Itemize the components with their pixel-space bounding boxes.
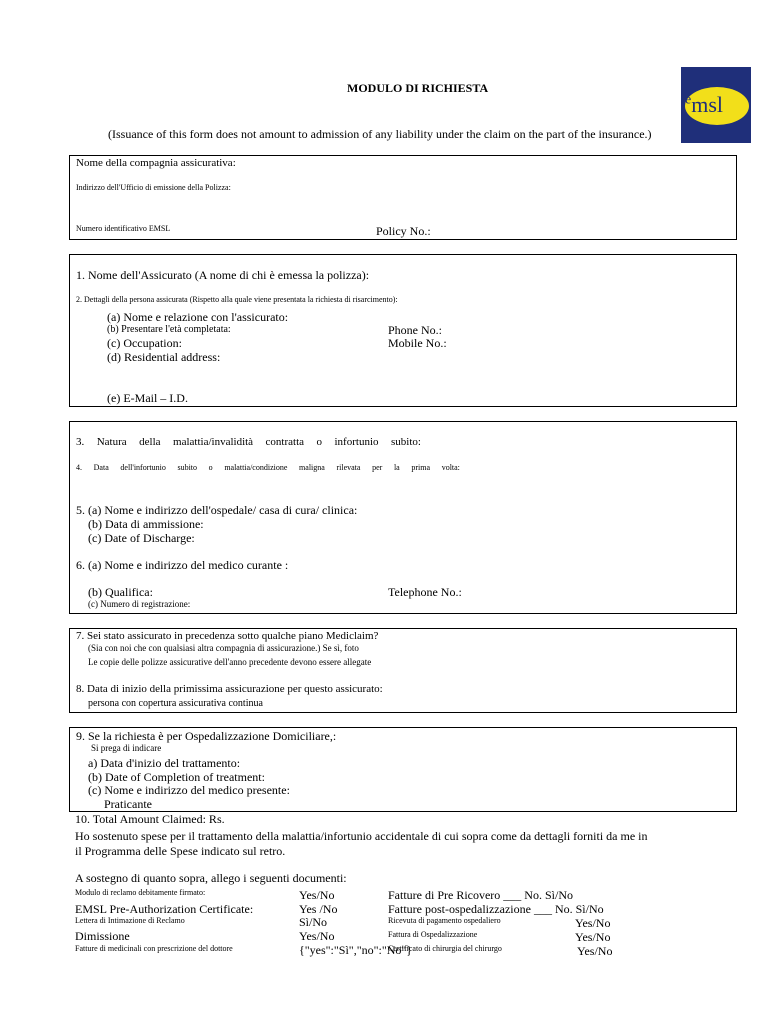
copies-label: Le copie delle polizze assicurative dell'anno precedente devono essere allegate — [88, 657, 372, 667]
hospital-label: 5. (a) Nome e indirizzo dell'ospedale/ casa di cura/ clinica: — [76, 503, 358, 517]
attached-docs-label: A sostegno di quanto sopra, allego i seguenti documenti: — [75, 871, 347, 885]
insured-details-label: 2. Dettagli della persona assicurata (Rispetto alla quale viene presentata la richiesta di risarcimento): — [76, 295, 398, 304]
qualification-label: (b) Qualifica: — [88, 585, 153, 599]
insured-name-label: 1. Nome dell'Assicurato (A nome di chi è emessa la polizza): — [76, 268, 370, 282]
doc-label: Dimissione — [75, 929, 130, 943]
company-label: Nome della compagnia assicurativa: — [76, 157, 236, 169]
mobile-label: Mobile No.: — [388, 336, 447, 350]
doc-right-label: Ricevuta di pagamento ospedaliero — [388, 916, 501, 925]
please-indicate-label: Si prega di indicare — [91, 743, 162, 753]
disclaimer: (Issuance of this form does not amount to admission of any liability under the claim on the part of the insurance.) — [108, 127, 652, 141]
doc-answer: Sì/No — [299, 915, 328, 929]
total-claimed-label: 10. Total Amount Claimed: Rs. — [75, 812, 225, 826]
doc-answer: Yes/No — [299, 929, 335, 943]
doctor-label: 6. (a) Nome e indirizzo del medico curante : — [76, 558, 289, 572]
doc-label: EMSL Pre-Authorization Certificate: — [75, 902, 254, 916]
expenses-line-2: il Programma delle Spese indicato sul retro. — [75, 844, 286, 858]
doc-right-answer: Yes/No — [575, 930, 611, 944]
doc-right-label: Certificato di chirurgia del chirurgo — [388, 944, 502, 953]
emsl-id-label: Numero identificativo EMSL — [76, 224, 171, 233]
policy-no-label: Policy No.: — [376, 224, 431, 238]
doc-right-answer: Yes/No — [577, 944, 613, 958]
other-company-label: (Sia con noi che con qualsiasi altra compagnia di assicurazione.) Se sì, foto — [88, 643, 359, 653]
occupation-label: (c) Occupation: — [107, 336, 182, 350]
name-relation-label: (a) Nome e relazione con l'assicurato: — [107, 310, 289, 324]
doc-right-label: Fattura di Ospedalizzazione — [388, 930, 478, 939]
address-label: (d) Residential address: — [107, 350, 221, 364]
doc-label: Lettera di Intimazione di Reclamo — [75, 916, 185, 925]
doc-answer: Yes /No — [299, 902, 338, 916]
doc-right-label: Fatture post-ospedalizzazione ___ No. Sì/No — [388, 902, 604, 916]
treatment-completion-label: (b) Date of Completion of treatment: — [88, 770, 265, 784]
doc-answer: {"yes":"Sì","no":"No"} — [299, 943, 413, 957]
first-detected-label: 4. Data dell'infortunio subito o malattia/condizione maligna rilevata per la prima volta: — [76, 463, 460, 472]
domiciliary-label: 9. Se la richiesta è per Ospedalizzazione Domiciliare,: — [76, 729, 337, 743]
office-label: Indirizzo dell'Ufficio di emissione della Polizza: — [76, 183, 231, 192]
previous-insured-label: 7. Sei stato assicurato in precedenza sotto qualche piano Mediclaim? — [76, 630, 379, 642]
nature-label: 3. Natura della malattia/invalidità contratta o infortunio subito: — [76, 436, 421, 448]
emsl-logo — [681, 67, 751, 143]
telephone-label: Telephone No.: — [388, 585, 462, 599]
practitioner-label: Praticante — [104, 797, 152, 811]
first-insurance-label: 8. Data di inizio della primissima assicurazione per questo assicurato: — [76, 683, 383, 695]
doc-answer: Yes/No — [299, 888, 335, 902]
admission-label: (b) Data di ammissione: — [88, 517, 204, 531]
expenses-line-1: Ho sostenuto spese per il trattamento della malattia/infortunio accidentale di cui sopra come da dettagli forniti da me in — [75, 829, 648, 843]
phone-label: Phone No.: — [388, 323, 442, 337]
discharge-label: (c) Date of Discharge: — [88, 531, 195, 545]
treatment-start-label: a) Data d'inizio del trattamento: — [88, 756, 241, 770]
logo-text: $^e$msl — [685, 92, 724, 117]
doc-right-label: Fatture di Pre Ricovero ___ No. Sì/No — [388, 888, 573, 902]
form-title: MODULO DI RICHIESTA — [347, 81, 489, 95]
registration-label: (c) Numero di registrazione: — [88, 599, 191, 609]
attending-doctor-label: (c) Nome e indirizzo del medico presente: — [88, 783, 290, 797]
age-label: (b) Presentare l'età completata: — [107, 324, 231, 335]
doc-label: Modulo di reclamo debitamente firmato: — [75, 888, 206, 897]
email-label: (e) E-Mail – I.D. — [107, 391, 188, 405]
doc-label: Fatture di medicinali con prescrizione del dottore — [75, 944, 233, 953]
continuous-cover-label: persona con copertura assicurativa continua — [88, 698, 263, 709]
doc-right-answer: Yes/No — [575, 916, 611, 930]
